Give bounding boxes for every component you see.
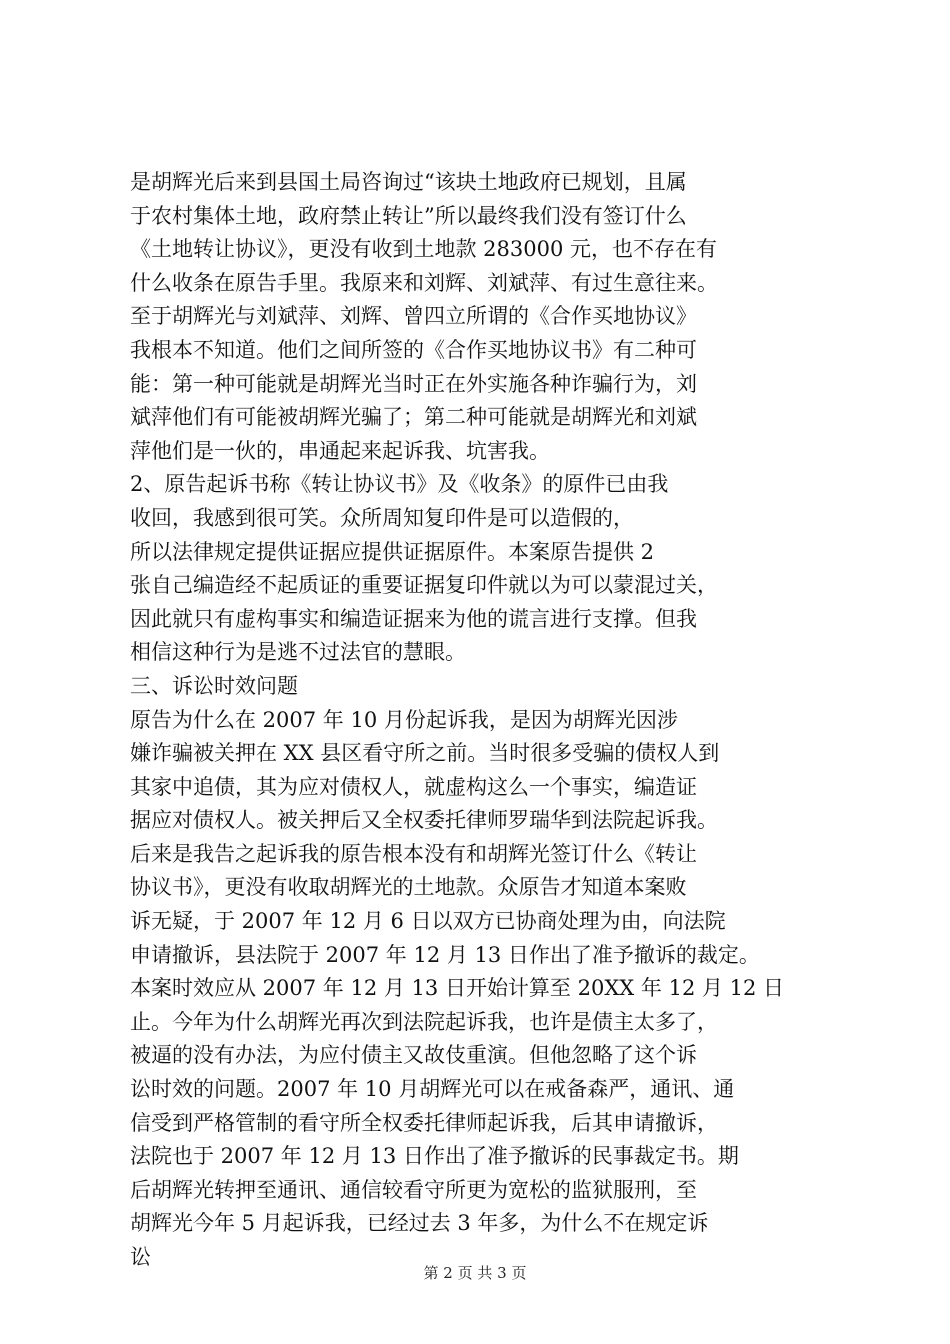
- text-line: 被逼的没有办法，为应付债主又故伎重演。但他忽略了这个诉: [130, 1043, 697, 1068]
- page-footer: 第 2 页 共 3 页: [423, 1264, 527, 1282]
- text-line: 申请撤诉，县法院于 2007 年 12 月 13 日作出了准予撤诉的裁定。: [130, 942, 760, 967]
- text-line: 《土地转让协议》，更没有收到土地款 283000 元，也不存在有: [130, 237, 718, 262]
- text-line: 法院也于 2007 年 12 月 13 日作出了准予撤诉的民事裁定书。期: [130, 1144, 739, 1169]
- text-line: 于农村集体土地，政府禁止转让”所以最终我们没有签订什么: [130, 203, 687, 228]
- text-line: 据应对债权人。被关押后又全权委托律师罗瑞华到法院起诉我。: [130, 808, 718, 833]
- text-line: 原告为什么在 2007 年 10 月份起诉我，是因为胡辉光因涉: [130, 707, 678, 732]
- text-line: 2、原告起诉书称《转让协议书》及《收条》的原件已由我: [130, 472, 669, 497]
- text-line: 什么收条在原告手里。我原来和刘辉、刘斌萍、有过生意往来。: [130, 270, 718, 295]
- text-line: 是胡辉光后来到县国土局咨询过“该块土地政府已规划，且属: [130, 170, 687, 194]
- text-line: 收回，我感到很可笑。众所周知复印件是可以造假的，: [130, 505, 634, 530]
- text-line: 其家中追债，其为应对债权人，就虚构这么一个事实，编造证: [130, 774, 697, 799]
- text-line: 因此就只有虚构事实和编造证据来为他的谎言进行支撑。但我: [130, 606, 697, 631]
- text-line: 后胡辉光转押至通讯、通信较看守所更为宽松的监狱服刑，至: [130, 1177, 697, 1202]
- text-line: 相信这种行为是逃不过法官的慧眼。: [130, 640, 466, 665]
- text-line: 所以法律规定提供证据应提供证据原件。本案原告提供 2: [130, 539, 655, 564]
- text-line: 讼时效的问题。2007 年 10 月胡辉光可以在戒备森严，通讯、通: [130, 1077, 735, 1102]
- text-line: 讼: [130, 1245, 151, 1269]
- text-line: 至于胡辉光与刘斌萍、刘辉、曾四立所谓的《合作买地协议》: [130, 304, 697, 329]
- text-line: 嫌诈骗被关押在 XX 县区看守所之前。当时很多受骗的债权人到: [130, 741, 720, 766]
- text-line: 斌萍他们有可能被胡辉光骗了；第二种可能就是胡辉光和刘斌: [130, 405, 697, 430]
- text-line: 三、诉讼时效问题: [130, 673, 298, 698]
- text-line: 诉无疑，于 2007 年 12 月 6 日以双方已协商处理为由，向法院: [130, 909, 726, 934]
- text-line: 后来是我告之起诉我的原告根本没有和胡辉光签订什么《转让: [130, 841, 697, 866]
- text-line: 本案时效应从 2007 年 12 月 13 日开始计算至 20XX 年 12 月 12 日: [130, 976, 785, 1001]
- body-text: [130, 166, 830, 1275]
- text-line: 能：第一种可能就是胡辉光当时正在外实施各种诈骗行为，刘: [130, 371, 697, 396]
- text-line: 止。今年为什么胡辉光再次到法院起诉我，也许是债主太多了，: [130, 1009, 718, 1034]
- text-line: 胡辉光今年 5 月起诉我，已经过去 3 年多，为什么不在规定诉: [130, 1211, 709, 1236]
- text-line: 张自己编造经不起质证的重要证据复印件就以为可以蒙混过关，: [130, 573, 718, 598]
- text-line: 协议书》，更没有收取胡辉光的土地款。众原告才知道本案败: [130, 875, 687, 900]
- text-line: 信受到严格管制的看守所全权委托律师起诉我，后其申请撤诉，: [130, 1110, 718, 1135]
- text-line: 我根本不知道。他们之间所签的《合作买地协议书》有二种可: [130, 337, 697, 362]
- text-line: 萍他们是一伙的，串通起来起诉我、坑害我。: [130, 438, 550, 463]
